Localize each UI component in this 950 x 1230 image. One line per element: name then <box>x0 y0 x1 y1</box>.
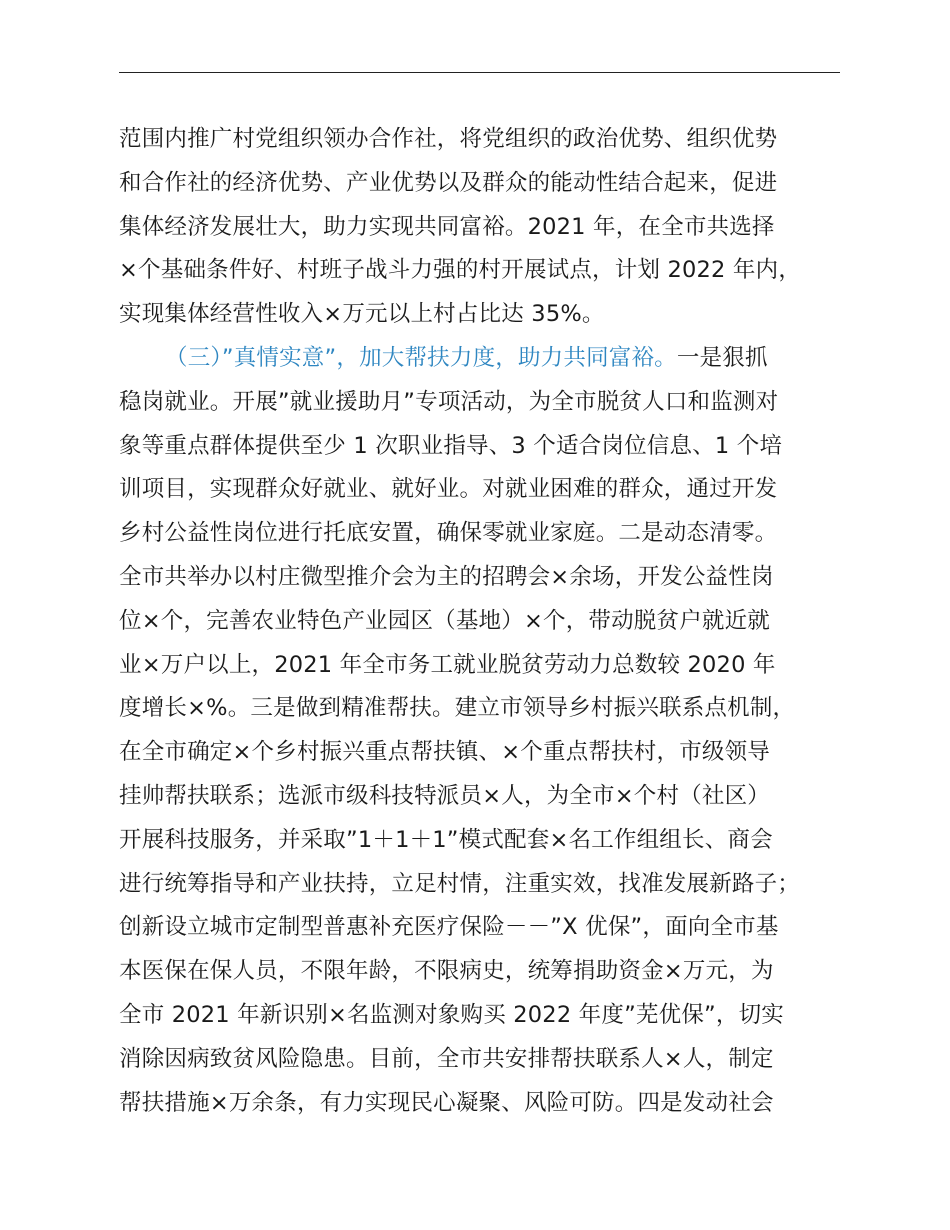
paragraph-line: 实现集体经营性收入×万元以上村占比达 35%。 <box>119 301 605 328</box>
section-line: 业×万户以上，2021 年全市务工就业脱贫劳动力总数较 2020 年 <box>119 651 776 678</box>
section-heading: （三）”真情实意”，加大帮扶力度，助力共同富裕。 <box>165 344 677 371</box>
section-line: 稳岗就业。开展”就业援助月”专项活动，为全市脱贫人口和监测对 <box>119 388 779 415</box>
section-line: 创新设立城市定制型普惠补充医疗保险－－”X 优保”，面向全市基 <box>119 914 779 941</box>
paragraph-line: ×个基础条件好、村班子战斗力强的村开展试点，计划 2022 年内， <box>119 257 802 284</box>
section-first-line <box>119 337 859 381</box>
section-first-line-rest: 一是狠抓 <box>676 344 768 371</box>
paragraph-line: 范围内推广村党组织领办合作社，将党组织的政治优势、组织优势 <box>119 126 778 152</box>
section-line: 消除因病致贫风险隐患。目前，全市共安排帮扶联系人×人，制定 <box>119 1045 774 1072</box>
section-line: 本医保在保人员，不限年龄，不限病史，统筹捐助资金×万元，为 <box>119 958 774 985</box>
section-line: 全市 2021 年新识别×名监测对象购买 2022 年度”芜优保”，切实 <box>119 1001 784 1028</box>
section-line: 度增长×%。三是做到精准帮扶。建立市领导乡村振兴联系点机制， <box>119 695 796 722</box>
header-rule <box>119 72 840 73</box>
section-line: 进行统筹指导和产业扶持，立足村情，注重实效，找准发展新路子； <box>119 870 801 897</box>
section-line: 开展科技服务，并采取”1＋1＋1”模式配套×名工作组组长、商会 <box>119 826 773 853</box>
section-line: 在全市确定×个乡村振兴重点帮扶镇、×个重点帮扶村，市级领导 <box>119 739 771 766</box>
paragraph-line: 和合作社的经济优势、产业优势以及群众的能动性结合起来，促进 <box>119 169 778 196</box>
paragraph-line: 集体经济发展壮大，助力实现共同富裕。2021 年，在全市共选择 <box>119 213 775 240</box>
section-line: 挂帅帮扶联系；选派市级科技特派员×人，为全市×个村（社区） <box>119 782 771 809</box>
section-line: 全市共举办以村庄微型推介会为主的招聘会×余场，开发公益性岗 <box>119 563 774 590</box>
section-line: 象等重点群体提供至少 1 次职业指导、3 个适合岗位信息、1 个培 <box>119 432 783 459</box>
section-line: 乡村公益性岗位进行托底安置，确保零就业家庭。二是动态清零。 <box>119 520 778 547</box>
document-body <box>119 118 859 1125</box>
section-line: 帮扶措施×万余条，有力实现民心凝聚、风险可防。四是发动社会 <box>119 1089 774 1116</box>
section-line: 训项目，实现群众好就业、就好业。对就业困难的群众，通过开发 <box>119 476 778 503</box>
section-line: 位×个，完善农业特色产业园区（基地）×个，带动脱贫户就近就 <box>119 607 771 634</box>
